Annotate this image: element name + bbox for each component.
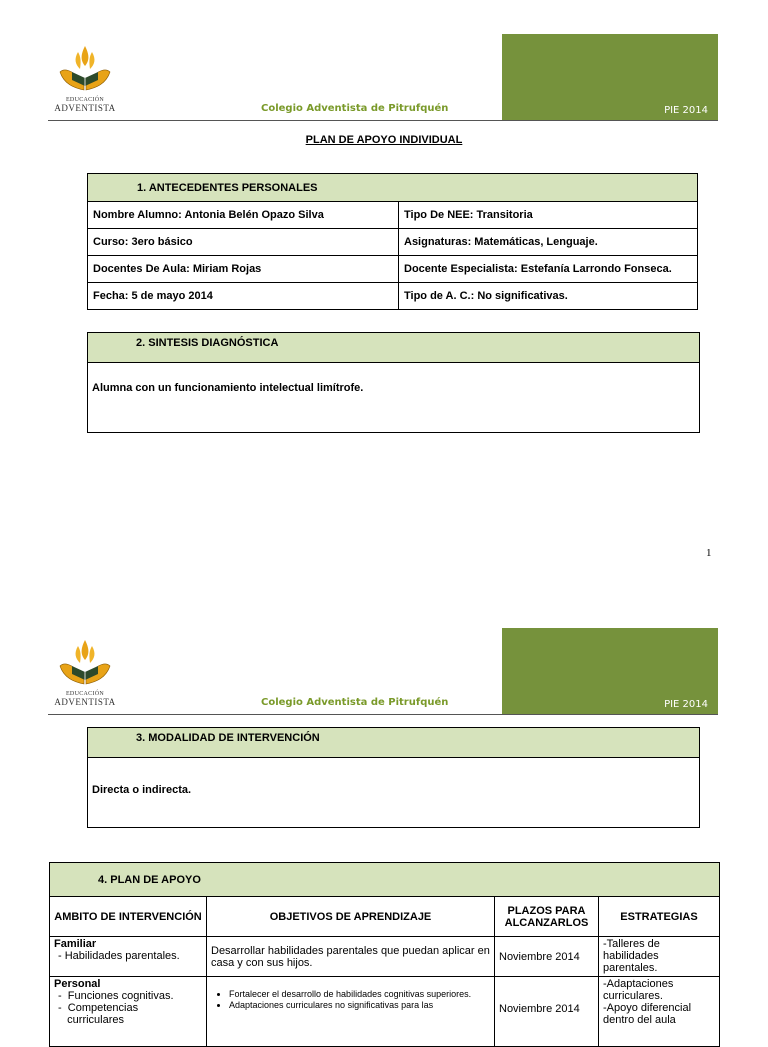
row1-estrategia-line: habilidades — [603, 950, 659, 962]
pie-label: PIE 2014 — [664, 105, 708, 116]
row1-objetivo: Desarrollar habilidades parentales que puedan aplicar en casa y con sus hijos. — [207, 937, 495, 977]
col-ambito: AMBITO DE INTERVENCIÓN — [50, 897, 207, 937]
page-number: 1 — [706, 547, 712, 559]
row1-ambito-title: Familiar — [54, 938, 97, 950]
cell-nombre: Nombre Alumno: Antonia Belén Opazo Silva — [88, 202, 399, 229]
row2-ambito-item: curriculares — [58, 1014, 125, 1026]
col-estrategias: ESTRATEGIAS — [599, 897, 720, 937]
section4-heading: 4. PLAN DE APOYO — [50, 863, 720, 897]
school-name: Colegio Adventista de Pitrufquén — [261, 103, 449, 114]
row2-ambito-item: - Competencias — [58, 1002, 139, 1014]
section2-body: Alumna con un funcionamiento intelectual limítrofe. — [92, 382, 364, 394]
header-rule — [48, 120, 718, 121]
cell-asignaturas: Asignaturas: Matemáticas, Lenguaje. — [399, 229, 698, 256]
page-title: PLAN DE APOYO INDIVIDUAL — [305, 134, 463, 146]
cell-curso: Curso: 3ero básico — [88, 229, 399, 256]
row2-ambito-item: - Funciones cognitivas. — [58, 990, 174, 1002]
cell-docentes: Docentes De Aula: Miriam Rojas — [88, 256, 399, 283]
row2-ambito-title: Personal — [54, 978, 101, 990]
row1-estrategia-line: -Talleres de — [603, 938, 660, 950]
logo-caption — [50, 690, 120, 706]
logo-line2: ADVENTISTA — [54, 103, 116, 113]
school-logo-icon — [54, 636, 116, 698]
row2-estrategia-line: curriculares. — [603, 990, 663, 1002]
cell-tipo-ac: Tipo de A. C.: No significativas. — [399, 283, 698, 310]
logo-line2: ADVENTISTA — [54, 697, 116, 707]
row1-ambito — [50, 937, 207, 977]
cell-tipo-nee: Tipo De NEE: Transitoria — [399, 202, 698, 229]
antecedentes-table — [87, 173, 698, 310]
modalidad-box — [87, 727, 700, 828]
row2-objetivo-item: • Adaptaciones curriculares no significativas para las — [229, 1000, 490, 1011]
row2-estrategia-line: -Adaptaciones — [603, 978, 674, 990]
row2-estrategias — [599, 977, 720, 1047]
pie-label: PIE 2014 — [664, 699, 708, 710]
plan-apoyo-table — [49, 862, 720, 1047]
row1-ambito-item: - Habilidades parentales. — [58, 950, 180, 962]
header-rule — [48, 714, 718, 715]
header-green-bar — [502, 628, 718, 714]
row1-plazo: Noviembre 2014 — [495, 937, 599, 977]
header-green-bar — [502, 34, 718, 120]
sintesis-box — [87, 332, 700, 433]
row2-objetivos — [207, 977, 495, 1047]
row1-estrategias — [599, 937, 720, 977]
row2-ambito — [50, 977, 207, 1047]
logo-line1: EDUCACIÓN — [65, 97, 105, 103]
row2-estrategia-line: -Apoyo diferencial — [603, 1002, 692, 1014]
row2-estrategia-line: dentro del aula — [603, 1014, 676, 1026]
row1-estrategia-line: parentales. — [603, 962, 658, 974]
row2-plazo: Noviembre 2014 — [495, 977, 599, 1047]
logo-caption — [50, 96, 120, 112]
cell-fecha: Fecha: 5 de mayo 2014 — [88, 283, 399, 310]
section3-heading: 3. MODALIDAD DE INTERVENCIÓN — [88, 728, 699, 758]
col-plazos: PLAZOS PARA ALCANZARLOS — [495, 897, 599, 937]
school-name: Colegio Adventista de Pitrufquén — [261, 697, 449, 708]
col-objetivos: OBJETIVOS DE APRENDIZAJE — [207, 897, 495, 937]
cell-especialista: Docente Especialista: Estefanía Larrondo Fonseca. — [399, 256, 698, 283]
logo-line1: EDUCACIÓN — [65, 691, 105, 697]
section2-heading: 2. SINTESIS DIAGNÓSTICA — [88, 333, 699, 363]
school-logo-icon — [54, 42, 116, 104]
row2-objetivo-item: • Fortalecer el desarrollo de habilidades cognitivas superiores. — [229, 989, 490, 1000]
section3-body: Directa o indirecta. — [92, 784, 192, 796]
section1-heading: 1. ANTECEDENTES PERSONALES — [88, 174, 698, 202]
